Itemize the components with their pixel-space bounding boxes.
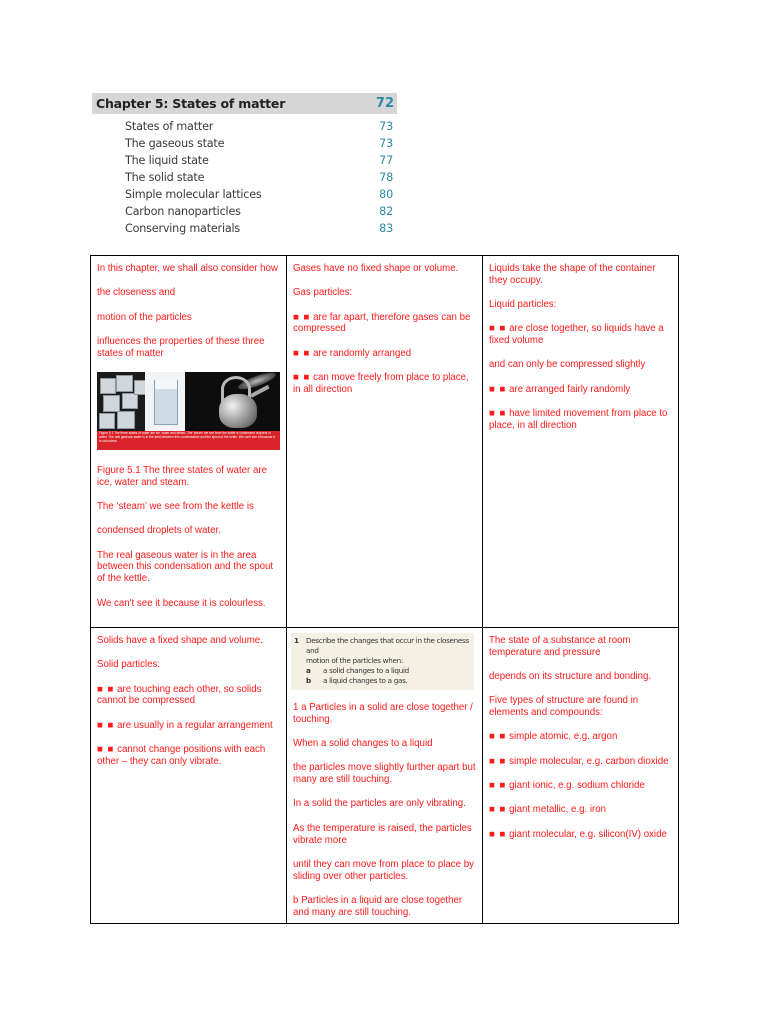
- answer-text: In a solid the particles are only vibrating.: [293, 798, 466, 810]
- question-line: motion of the particles when:: [306, 656, 404, 665]
- toc-header: [92, 93, 397, 114]
- bullet-icon: ■ ■: [489, 408, 507, 420]
- cell-intro: [91, 256, 287, 628]
- toc-list: [92, 118, 397, 237]
- toc-entry-page: 77: [379, 154, 393, 167]
- cell-liquids: [483, 256, 678, 628]
- structure-text: Five types of structure are found in elements and compounds:: [489, 695, 639, 719]
- gases-point: ■ ■ can move freely from place to place, in all direction: [293, 371, 469, 395]
- bullet-icon: ■ ■: [97, 719, 115, 731]
- structure-point: ■ ■ simple atomic, e.g. argon: [489, 731, 618, 743]
- liquids-point: ■ ■ have limited movement from place to place, in all direction: [489, 408, 668, 431]
- intro-text: the closeness and: [97, 287, 176, 299]
- toc-entry[interactable]: [92, 135, 397, 152]
- gases-particles-heading: Gas particles:: [293, 287, 353, 299]
- toc-entry[interactable]: [92, 186, 397, 203]
- states-of-water-figure: [97, 372, 280, 450]
- toc-entry[interactable]: [92, 169, 397, 186]
- intro-text: motion of the particles: [97, 311, 192, 323]
- toc-entry-label: The solid state: [125, 171, 205, 184]
- toc-entry[interactable]: [92, 118, 397, 135]
- structure-point: ■ ■ giant metallic, e.g. iron: [489, 804, 607, 816]
- question-box: [291, 633, 474, 690]
- structure-text: The state of a substance at room temperature and pressure: [489, 635, 631, 658]
- solids-point: ■ ■ are touching each other, so solids cannot be compressed: [97, 683, 262, 707]
- toc-entry[interactable]: [92, 152, 397, 169]
- liquids-point: ■ ■ are arranged fairly randomly: [489, 383, 631, 395]
- chapter-title: Chapter 5: States of matter: [96, 96, 286, 111]
- glass-of-water-image: [145, 372, 185, 431]
- answer-text: until they can move from place to place by sliding over other particles.: [293, 858, 474, 882]
- cell-solids: [91, 628, 287, 923]
- toc-entry-label: The liquid state: [125, 154, 209, 167]
- gases-point: ■ ■ are randomly arranged: [293, 347, 412, 359]
- bullet-icon: ■ ■: [293, 347, 311, 359]
- toc-entry-label: The gaseous state: [125, 137, 225, 150]
- kettle-steam-image: [185, 372, 280, 431]
- table-of-contents: [92, 93, 397, 237]
- answer-text: When a solid changes to a liquid: [293, 738, 433, 750]
- ice-cubes-image: [97, 372, 145, 431]
- toc-entry-page: 73: [379, 137, 393, 150]
- cell-gases: [287, 256, 483, 628]
- cell-question: [287, 628, 483, 923]
- answer-text: As the temperature is raised, the particles vibrate more: [293, 822, 472, 846]
- structure-point: ■ ■ giant molecular, e.g. silicon(IV) oxide: [489, 828, 667, 840]
- figure-note: The ‘steam’ we see from the kettle is: [97, 501, 254, 513]
- toc-entry-page: 82: [379, 205, 393, 218]
- toc-entry-page: 80: [379, 188, 393, 201]
- liquids-point: ■ ■ are close together, so liquids have a fixed volume: [489, 323, 664, 347]
- bullet-icon: ■ ■: [489, 804, 507, 816]
- bullet-icon: ■ ■: [293, 371, 311, 383]
- bullet-icon: ■ ■: [293, 311, 311, 323]
- solids-intro: Solids have a fixed shape and volume.: [97, 635, 263, 646]
- toc-entry[interactable]: [92, 203, 397, 220]
- notes-table: [90, 255, 679, 924]
- intro-text: In this chapter, we shall also consider how: [97, 263, 278, 274]
- bullet-icon: ■ ■: [489, 755, 507, 767]
- answer-text: b Particles in a liquid are close together and many are still touching.: [293, 894, 463, 918]
- toc-entry-page: 78: [379, 171, 393, 184]
- bullet-icon: ■ ■: [489, 828, 507, 840]
- liquids-intro: Liquids take the shape of the container they occupy.: [489, 263, 656, 286]
- toc-entry-label: Conserving materials: [125, 222, 241, 235]
- chapter-page-number: 72: [375, 96, 394, 111]
- toc-entry-page: 83: [379, 222, 393, 235]
- structure-point: ■ ■ simple molecular, e.g. carbon dioxide: [489, 755, 669, 767]
- figure-note: The real gaseous water is in the area between this condensation and the spout of the kettle.: [97, 549, 274, 585]
- answer-text: the particles move slightly further apart but many are still touching.: [293, 762, 476, 786]
- bullet-icon: ■ ■: [489, 323, 507, 335]
- figure-note: Figure 5.1 The three states of water are ice, water and steam.: [97, 464, 267, 488]
- structure-point: ■ ■ giant ionic, e.g. sodium chloride: [489, 780, 645, 792]
- intro-text: influences the properties of these three states of matter: [97, 335, 265, 359]
- bullet-icon: ■ ■: [489, 731, 507, 743]
- toc-entry-label: Carbon nanoparticles: [125, 205, 241, 218]
- gases-intro: Gases have no fixed shape or volume.: [293, 263, 459, 274]
- figure-photo: [97, 372, 280, 431]
- question-line: 1 Describe the changes that occur in the closeness and: [294, 636, 469, 655]
- question-number: 1: [294, 636, 299, 645]
- bullet-icon: ■ ■: [489, 383, 507, 395]
- bullet-icon: ■ ■: [97, 743, 115, 755]
- bullet-icon: ■ ■: [97, 683, 115, 695]
- solids-particles-heading: Solid particles:: [97, 659, 160, 671]
- figure-note: condensed droplets of water.: [97, 525, 221, 537]
- toc-entry[interactable]: [92, 220, 397, 237]
- liquids-particles-heading: Liquid particles:: [489, 299, 557, 311]
- answer-text: 1 a Particles in a solid are close together / touching.: [293, 702, 473, 725]
- figure-note: We can't see it because it is colourless.: [97, 597, 266, 609]
- bullet-icon: ■ ■: [489, 780, 507, 792]
- solids-point: ■ ■ cannot change positions with each other – they can only vibrate.: [97, 743, 266, 767]
- toc-entry-label: States of matter: [125, 120, 214, 133]
- toc-entry-label: Simple molecular lattices: [125, 188, 262, 201]
- toc-entry-page: 73: [379, 120, 393, 133]
- solids-point: ■ ■ are usually in a regular arrangement: [97, 719, 273, 731]
- gases-point: ■ ■ are far apart, therefore gases can be compressed: [293, 311, 471, 335]
- structure-text: depends on its structure and bonding.: [489, 671, 652, 683]
- cell-structure: [483, 628, 678, 923]
- question-part-a: a a solid changes to a liquid: [306, 666, 409, 675]
- liquids-extra: and can only be compressed slightly: [489, 359, 646, 371]
- figure-caption: Figure 5.1 The three states of water are ice, water and steam. The 'steam' we see from the kettle is condensed droplets of water. The real gaseous water is in the area between this condensation and the spout of the kettle. We can't see it because it is colourless.: [97, 431, 280, 450]
- question-part-b: b a liquid changes to a gas.: [306, 676, 408, 685]
